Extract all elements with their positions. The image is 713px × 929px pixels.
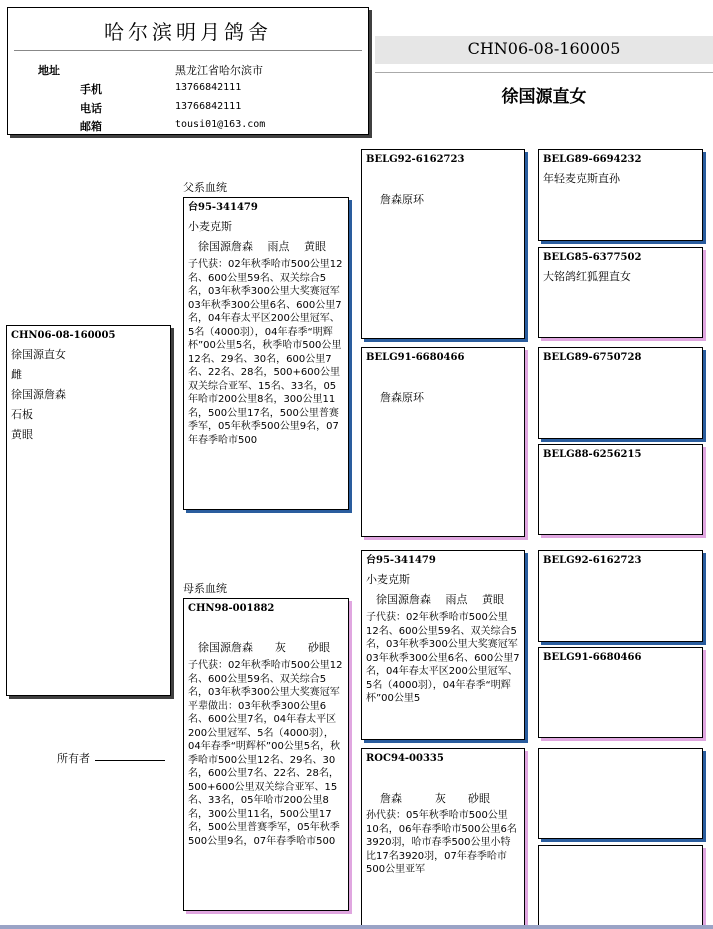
sire-attributes: 徐国源詹森 雨点 黄眼 <box>198 240 326 253</box>
ancestor-1-ring: BELG89-6694232 <box>543 154 642 165</box>
banner-divider <box>375 72 713 73</box>
owner-signature-line <box>95 760 165 761</box>
dam-sire-box <box>361 550 525 740</box>
subject-ring: CHN06-08-160005 <box>11 330 116 341</box>
ancestor-box-6 <box>538 647 703 738</box>
subject-line-4: 石板 <box>11 408 33 421</box>
mobile-label: 手机 <box>80 83 102 96</box>
dam-notes: 子代获：02年秋季哈市500公里12名、600公里59名、双关综合5名，03年秋季300公里大奖赛冠军 平辈做出：03年秋季300公里6名、600公里7名，04年春太平区200公里冠军、5名（4000羽），04年春季“明辉杯”00公里5名，秋季哈市500公里12名、29名、30名，600公里7名、22名、28名，500+600公里双关综合亚军、15名、33名，05年哈市200公里8名，300公里11名，500公里17名，500公里普赛季军，05年秋季500公里9名，07年春季哈市500 <box>188 660 343 847</box>
ancestor-1-text: 年轻麦克斯直孙 <box>543 172 620 185</box>
ancestor-4-ring: BELG88-6256215 <box>543 449 642 460</box>
sire-notes: 子代获：02年秋季哈市500公里12名、600公里59名、双关综合5名，03年秋季300公里大奖赛冠军 03年秋季300公里6名、600公里7名，04年春太平区200公里冠军、5名（4000羽），04年春季“明辉杯”00公里5名，秋季哈市500公里12名、29名、30名，600公里7名、22名、28名，500+600公里双关综合亚军、15名、33名，05年哈市200公里8名，300公里11名，500公里17名，500公里普赛季军，05年秋季500公里9名，07年春季哈市500 <box>188 259 343 446</box>
ancestor-box-1 <box>538 149 703 241</box>
ancestor-3-ring: BELG89-6750728 <box>543 352 642 363</box>
pigeon-title: 徐国源直女 <box>501 87 587 107</box>
ancestor-box-3 <box>538 347 703 439</box>
sire-ring: 台95-341479 <box>188 202 258 213</box>
ancestor-box-8 <box>538 845 703 929</box>
sire-sire-text: 詹森原环 <box>380 193 424 206</box>
dam-dam-notes: 孙代获：05年秋季哈市500公里10名，06年春季哈市500公里6名3920羽，哈市春季500公里小特比17名3920羽，07年春季哈市500公里亚军 <box>366 810 517 875</box>
subject-line-2: 雌 <box>11 368 22 381</box>
dam-sire-attributes: 徐国源詹森 雨点 黄眼 <box>376 593 504 606</box>
sire-name: 小麦克斯 <box>188 220 232 233</box>
sire-dam-ring: BELG91-6680466 <box>366 352 465 363</box>
dam-dam-box <box>361 748 525 929</box>
dam-sire-ring: 台95-341479 <box>366 555 436 566</box>
subject-line-3: 徐国源詹森 <box>11 388 66 401</box>
sire-sire-box <box>361 149 525 339</box>
sire-sire-ring: BELG92-6162723 <box>366 154 465 165</box>
ancestor-5-ring: BELG92-6162723 <box>543 555 642 566</box>
subject-pigeon-box <box>6 325 171 696</box>
dam-sire-notes: 子代获：02年秋季哈市500公里12名、600公里59名、双关综合5名，03年秋季300公里大奖赛冠军 03年秋季300公里6名、600公里7名，04年春太平区200公里冠军、5名（4000羽），04年春季“明辉杯”00公里5 <box>366 612 520 704</box>
ancestor-2-ring: BELG85-6377502 <box>543 252 642 263</box>
dam-line-label: 母系血统 <box>183 582 227 595</box>
ancestor-2-text: 大铭鸽红狐狸直女 <box>543 270 631 283</box>
address-value: 黑龙江省哈尔滨市 <box>175 64 263 77</box>
dam-ring: CHN98-001882 <box>188 603 275 614</box>
loft-info-card <box>7 7 369 135</box>
owner-label: 所有者 <box>57 752 90 765</box>
bottom-edge-bar <box>0 925 713 929</box>
ring-banner <box>375 36 713 64</box>
dam-sire-name: 小麦克斯 <box>366 573 410 586</box>
subject-line-5: 黄眼 <box>11 428 33 441</box>
subject-line-1: 徐国源直女 <box>11 348 66 361</box>
sire-dam-box <box>361 347 525 537</box>
phone-value: 13766842111 <box>175 101 242 112</box>
phone-label: 电话 <box>80 102 102 115</box>
dam-attributes: 徐国源詹森 灰 砂眼 <box>198 641 330 654</box>
sire-dam-text: 詹森原环 <box>380 391 424 404</box>
address-label: 地址 <box>38 64 60 77</box>
ancestor-box-2 <box>538 247 703 338</box>
pedigree-ring-number: CHN06-08-160005 <box>467 39 621 58</box>
header-divider <box>14 50 362 51</box>
dam-dam-ring: ROC94-00335 <box>366 753 444 764</box>
email-value: tousi01@163.com <box>175 119 266 130</box>
ancestor-6-ring: BELG91-6680466 <box>543 652 642 663</box>
dam-box <box>183 598 349 911</box>
ancestor-box-7 <box>538 748 703 839</box>
loft-name: 哈尔滨明月鸽舍 <box>104 20 272 44</box>
dam-dam-attributes: 詹森 灰 砂眼 <box>380 792 490 805</box>
ancestor-box-4 <box>538 444 703 535</box>
ancestor-box-5 <box>538 550 703 642</box>
sire-box <box>183 197 349 510</box>
sire-line-label: 父系血统 <box>183 181 227 194</box>
mobile-value: 13766842111 <box>175 82 242 93</box>
email-label: 邮箱 <box>80 120 102 133</box>
